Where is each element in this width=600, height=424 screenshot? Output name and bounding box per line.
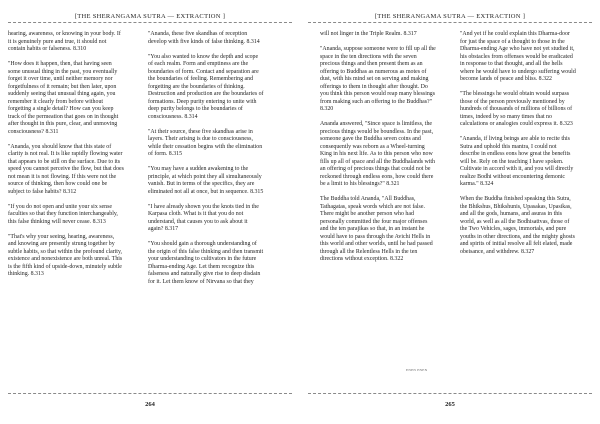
paragraph: "You should gain a thorough understanding of the origin of this false thinking and then transmit your understanding to cultivators in the future Dharma-ending Age. Let them recognize this falseness and naturally give rise to deep disdain for it. Let them know of Nirvana so that they	[148, 241, 264, 285]
paragraph: "You may have a sudden awakening to the principle, at which point they all simultaneously vanish. But in terms of the specifics, they are eliminated not all at once, but in sequence. 8.315	[148, 166, 264, 195]
text-column-2	[460, 31, 576, 264]
paragraph: "You also wanted to know the depth and scope of each realm. Form and emptiness are the boundaries of form. Contact and separation are the boundaries of feeling. Remembering and forgetting are the boundaries of thinking. Destruction and production are the boundaries of formations. Deep purity entering to unite with deep purity belongs to the boundaries of consciousness. 8.314	[148, 53, 264, 120]
paragraph: "Ananda, these five skandhas of reception develop with five kinds of false thinking. 8.314	[148, 31, 260, 45]
margin-mark: ENEN ENEN 	[406, 368, 431, 372]
paragraph: "I have already shown you the knots tied in the Karpasa cloth. What is it that you do not understand, that causes you to ask about it again? 8.317	[148, 203, 259, 232]
paragraph: "Ananda, you should know that this state of clarity is not real. It is like rapidly flowing water that appears to be still on the surface. Due to its speed you cannot perceive the flow, but that does not mean it is not flowing. If this were not the source of thinking, then how could one be subject to false habits? 8.312	[8, 143, 124, 195]
paragraph: "At their source, these five skandhas arise in layers. Their arising is due to consciousness, while their cessation begins with the elimination of form. 8.315	[148, 128, 263, 157]
paragraph: will not linger in the Triple Realm. 8.317	[320, 31, 417, 37]
paragraph: "The blessings he would obtain would surpass those of the person previously mentioned by hundreds of thousands of millions of billions of times, indeed by so many times that no calculations or analogies could express it. 8.323	[460, 91, 573, 127]
footer-divider	[308, 393, 592, 394]
right-page	[300, 0, 600, 424]
paragraph: "Ananda, suppose someone were to fill up all the space in the ten directions with the seven precious things and then present them as an offering to Buddhas as numerous as motes of dust, with his mind set on serving and making offerings to them in thought after thought. Do you think this person would reap many blessings from making such an offering to the Buddhas?" 8.320	[320, 46, 436, 112]
paragraph: "And yet if he could explain this Dharma-door for just the space of a thought to those in the Dharma-ending Age who have not yet studied it, his obstacles from offenses would be eradicated in response to that thought, and all the hells where he would have to undergo suffering would become lands of peace and bliss. 8.322	[460, 31, 576, 82]
header-divider	[308, 22, 592, 23]
text-column-1	[8, 31, 124, 286]
paragraph: Ananda answered, "Since space is limitless, the precious things would be boundless. In the past, someone gave the Buddha seven coins and consequently was reborn as a Wheel-turning King in his next life. As to this person who now fills up all of space and all the Buddhalands with an offering of precious things that could not be reckoned through endless eons, how could there be a limit to his blessings?" 8.321	[320, 121, 436, 187]
page-number: 264	[145, 401, 155, 408]
paragraph: hearing, awareness, or knowing in your body. If it is genuinely pure and true, it should not contain habits or falseness. 8.310	[8, 31, 121, 52]
paragraph: When the Buddha finished speaking this Sutra, the Bhikshus, Bhikshunis, Upasakas, Upasikas, and all the gods, humans, and asuras in this world, as well as all the Bodhisattvas, those of the Two Vehicles, sages, immortals, and pure youths in other directions, and the mighty ghosts and spirits of initial resolve all felt elated, made obeisance, and withdrew. 8.327	[460, 196, 575, 255]
paragraph: "How does it happen, then, that having seen some unusual thing in the past, you eventually forget it over time, until neither memory nor forgetfulness of it remain; but then later, upon suddenly seeing that unusual thing again, you remember it clearly from before without forgetting a single detail? How can you keep track of the permeation that goes on in thought after thought in this pure, clear, and unmoving consciousness? 8.311	[8, 61, 119, 135]
paragraph: The Buddha told Ananda, "All Buddhas, Tathagatas, speak words which are not false. There might be another person who had personally committed the four major offenses and the ten parajikas so that, in an instant he would have to pass through the Avichi Hells in this world and other worlds, until he had passed through all the Relentless Hells in the ten directions without exception. 8.322	[320, 196, 433, 262]
text-column-1	[320, 31, 436, 271]
header-divider	[8, 22, 292, 23]
running-header: [THE SHERANGAMA SUTRA — EXTRACTION ]	[74, 13, 226, 20]
paragraph: "Ananda, if living beings are able to recite this Sutra and uphold this mantra, I could not describe in endless eons how great the benefits will be. Rely on the teaching I have spoken. Cultivate in accord with it, and you will directly realize Bodhi without encountering demonic karma." 8.324	[460, 136, 574, 187]
page-number: 265	[445, 401, 455, 408]
text-column-2	[148, 31, 264, 294]
paragraph: "That's why your seeing, hearing, awareness, and knowing are presently strung together by subtle habits, so that within the profound clarity, existence and nonexistence are both unreal. This is the fifth kind of upside-down, minutely subtle thinking. 8.313	[8, 233, 123, 277]
running-header: [THE SHERANGAMA SUTRA — EXTRACTION ]	[374, 13, 526, 20]
footer-divider	[8, 393, 292, 394]
paragraph: "If you do not open and unite your six sense faculties so that they function interchangeably, this false thinking will never cease. 8.313	[8, 203, 118, 225]
